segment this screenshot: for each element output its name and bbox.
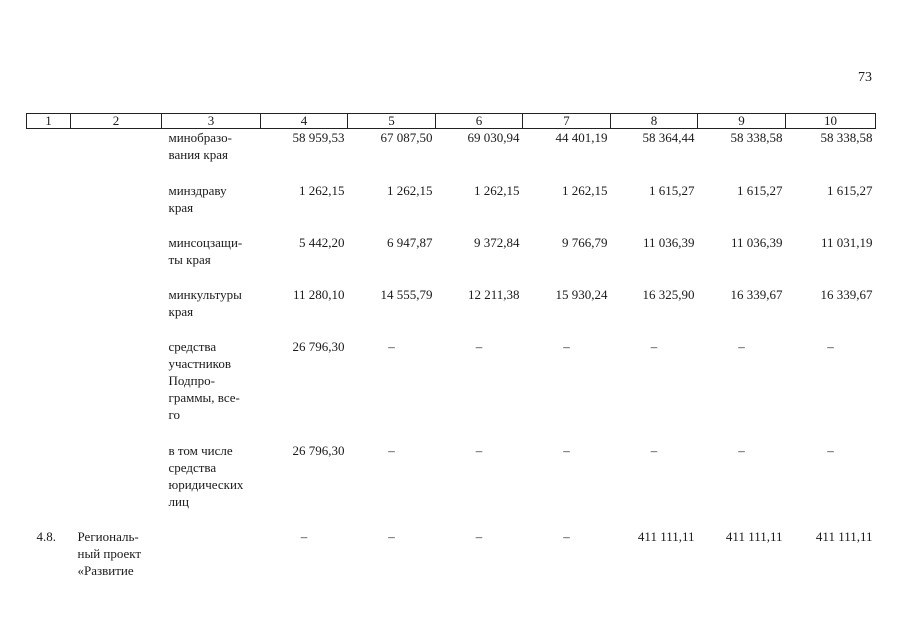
- value-cell: 58 338,58: [730, 130, 783, 145]
- funding-source-cell: минкультуры края: [168, 286, 242, 319]
- page-number: 73: [858, 70, 872, 85]
- column-header: 5: [348, 114, 436, 129]
- program-name-cell: [71, 338, 162, 442]
- funding-source-cell: средства участников Подпро- граммы, все- го: [168, 338, 240, 422]
- value-cell: 44 401,19: [555, 130, 608, 145]
- value-cell: 5 442,20: [299, 234, 345, 250]
- value-cell: –: [388, 442, 395, 458]
- column-number-header-row: [27, 114, 876, 129]
- value-cell: 58 364,44: [642, 130, 695, 145]
- value-cell: –: [650, 442, 658, 458]
- value-cell: –: [475, 442, 483, 458]
- value-cell: 58 338,58: [820, 130, 873, 145]
- funding-source-cell: в том числе средства юридических лиц: [168, 442, 244, 509]
- column-header: 6: [436, 114, 523, 129]
- program-name-cell: [71, 442, 162, 528]
- column-header: 7: [523, 114, 611, 129]
- program-name-cell: Региональ- ный проект «Развитие: [77, 528, 142, 578]
- value-cell: 14 555,79: [380, 286, 433, 302]
- funding-source-cell: [162, 528, 261, 588]
- value-cell: 58 959,53: [292, 130, 345, 145]
- value-cell: 1 615,27: [737, 182, 783, 198]
- table-row: [27, 286, 876, 338]
- value-cell: 9 766,79: [562, 234, 608, 250]
- value-cell: –: [563, 338, 570, 354]
- value-cell: –: [738, 338, 745, 354]
- value-cell: 16 339,67: [820, 286, 873, 302]
- value-cell: 1 262,15: [562, 182, 608, 198]
- value-cell: –: [388, 338, 395, 354]
- column-header: 3: [162, 114, 261, 129]
- row-number-cell: [27, 338, 71, 442]
- value-cell: –: [475, 338, 483, 354]
- value-cell: –: [827, 442, 834, 458]
- funding-source-cell: минздраву края: [168, 182, 227, 215]
- funding-source-cell: минобразо- вания края: [168, 130, 232, 162]
- column-header: 1: [27, 114, 71, 129]
- value-cell: –: [563, 528, 570, 544]
- value-cell: 11 036,39: [642, 234, 695, 250]
- column-header: 9: [698, 114, 786, 129]
- value-cell: –: [300, 528, 308, 544]
- value-cell: –: [475, 528, 483, 544]
- value-cell: 26 796,30: [292, 338, 345, 354]
- value-cell: 6 947,87: [387, 234, 433, 250]
- program-name-cell: [71, 129, 162, 182]
- value-cell: 26 796,30: [292, 442, 345, 458]
- value-cell: 1 262,15: [474, 182, 520, 198]
- column-header: 8: [611, 114, 698, 129]
- table-body: [27, 129, 876, 588]
- column-header: 10: [786, 114, 876, 129]
- value-cell: 1 615,27: [827, 182, 873, 198]
- value-cell: 411 111,11: [725, 528, 783, 544]
- program-name-cell: [71, 234, 162, 286]
- table-row: [27, 234, 876, 286]
- value-cell: 411 111,11: [815, 528, 873, 544]
- row-number-cell: [27, 442, 71, 528]
- table-row: [27, 182, 876, 234]
- value-cell: 9 372,84: [474, 234, 520, 250]
- row-number-cell: [27, 182, 71, 234]
- row-number-cell: 4.8.: [36, 528, 56, 544]
- table-row: [27, 442, 876, 528]
- value-cell: 411 111,11: [637, 528, 695, 544]
- funding-source-cell: минсоцзащи- ты края: [168, 234, 243, 267]
- value-cell: –: [738, 442, 745, 458]
- value-cell: 11 280,10: [292, 286, 345, 302]
- row-number-cell: [27, 129, 71, 182]
- column-header: 2: [71, 114, 162, 129]
- value-cell: 16 325,90: [642, 286, 695, 302]
- value-cell: 12 211,38: [467, 286, 520, 302]
- row-number-cell: [27, 234, 71, 286]
- row-number-cell: [27, 286, 71, 338]
- value-cell: 1 262,15: [387, 182, 433, 198]
- value-cell: 11 036,39: [730, 234, 783, 250]
- table-row: [27, 129, 876, 182]
- value-cell: –: [388, 528, 395, 544]
- program-name-cell: [71, 182, 162, 234]
- value-cell: 67 087,50: [380, 130, 433, 145]
- value-cell: –: [827, 338, 834, 354]
- value-cell: 1 262,15: [299, 182, 345, 198]
- value-cell: 15 930,24: [555, 286, 608, 302]
- value-cell: 1 615,27: [649, 182, 695, 198]
- value-cell: 11 031,19: [820, 234, 873, 250]
- budget-table: [26, 113, 876, 588]
- value-cell: –: [563, 442, 570, 458]
- program-name-cell: [71, 286, 162, 338]
- table-row: [27, 528, 876, 588]
- value-cell: 69 030,94: [467, 130, 520, 145]
- value-cell: 16 339,67: [730, 286, 783, 302]
- column-header: 4: [261, 114, 348, 129]
- table-row: [27, 338, 876, 442]
- value-cell: –: [650, 338, 658, 354]
